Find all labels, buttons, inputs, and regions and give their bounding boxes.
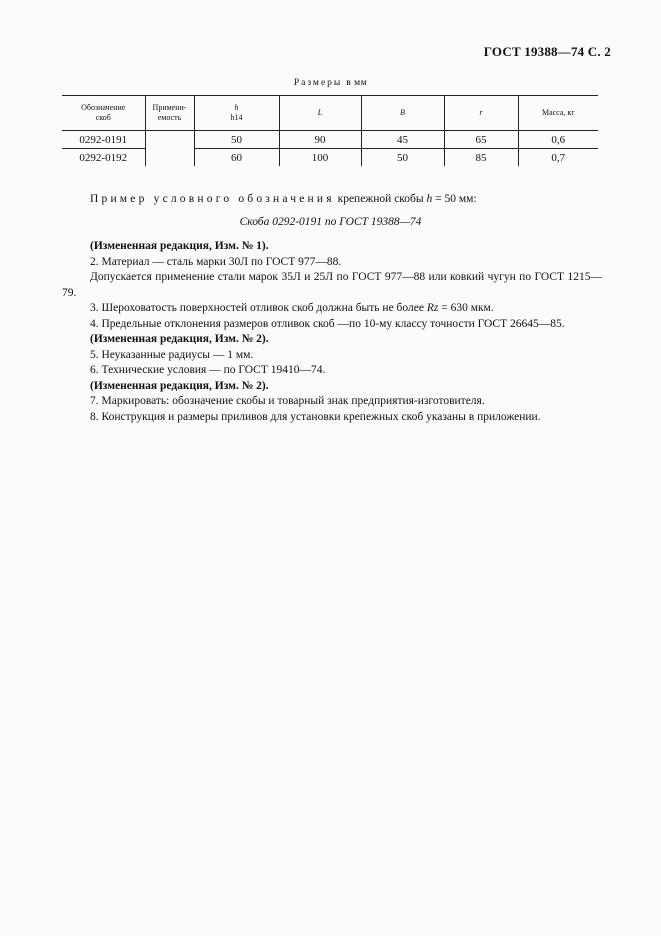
- col-designation: Обозначение скоб: [62, 96, 145, 131]
- cell-L: 100: [279, 149, 361, 167]
- col-L: L: [279, 96, 361, 131]
- revision-note: (Измененная редакция, Изм. № 2).: [90, 333, 269, 345]
- cell-B: 50: [361, 149, 444, 167]
- cell-h: 60: [194, 149, 279, 167]
- col-application: Примени- емость: [145, 96, 194, 131]
- note-marking: 7. Маркировать: обозначение скобы и товарный знак предприятия-изготовителя.: [90, 395, 485, 407]
- note-radii: 5. Неуказанные радиусы — 1 мм.: [90, 348, 254, 361]
- example-text-after: = 50 мм:: [435, 193, 477, 205]
- note-specs: 6. Технические условия — по ГОСТ 19410—74.: [90, 364, 326, 376]
- example-designation: Скоба 0292-0191 по ГОСТ 19388—74: [239, 216, 422, 228]
- col-B: B: [361, 96, 444, 131]
- cell-designation: 0292-0192: [62, 149, 145, 167]
- example-var: h: [426, 193, 433, 205]
- revision-note: (Измененная редакция, Изм. № 2).: [90, 379, 269, 392]
- revision-note: (Измененная редакция, Изм. № 1).: [90, 240, 269, 252]
- note-roughness: 3. Шероховатость поверхностей отливок скоб должна быть не более Rz = 630 мкм.: [90, 302, 494, 314]
- cell-mass: 0,7: [518, 149, 598, 167]
- note-construction: 8. Конструкция и размеры приливов для установки крепежных скоб указаны в приложении.: [90, 410, 541, 423]
- cell-application: [145, 131, 194, 167]
- page-header: ГОСТ 19388—74 С. 2: [483, 44, 611, 59]
- col-r: r: [444, 96, 518, 131]
- caption-spaced: Размеры: [293, 78, 343, 88]
- dimensions-table: [62, 95, 598, 166]
- table-row: [62, 131, 598, 149]
- note-material: 2. Материал — сталь марки 30Л по ГОСТ 977—88.: [90, 255, 342, 268]
- note-alternative-materials: Допускается применение стали марок 35Л и 25Л по ГОСТ 977—88 или ковкий чугун по ГОСТ 1215—79.: [62, 271, 602, 299]
- cell-r: 65: [444, 131, 518, 149]
- notes-block: [62, 239, 602, 425]
- cell-L: 90: [279, 131, 361, 149]
- note-tolerances: 4. Предельные отклонения размеров отливок скоб —по 10-му классу точности ГОСТ 26645—85.: [90, 317, 565, 330]
- example-text-before: крепежной скобы: [337, 193, 424, 205]
- table-row: [62, 149, 598, 167]
- cell-mass: 0,6: [518, 131, 598, 149]
- caption-unit: в мм: [346, 78, 368, 88]
- cell-r: 85: [444, 149, 518, 167]
- col-h: h h14: [194, 96, 279, 131]
- table-caption: [0, 78, 661, 88]
- col-mass: Масса, кг: [518, 96, 598, 131]
- cell-designation: 0292-0191: [62, 131, 145, 149]
- table-header-row: [62, 96, 598, 131]
- example-spaced: Пример условного обозначения: [90, 193, 335, 205]
- example-line: [90, 193, 477, 205]
- cell-h: 50: [194, 131, 279, 149]
- cell-B: 45: [361, 131, 444, 149]
